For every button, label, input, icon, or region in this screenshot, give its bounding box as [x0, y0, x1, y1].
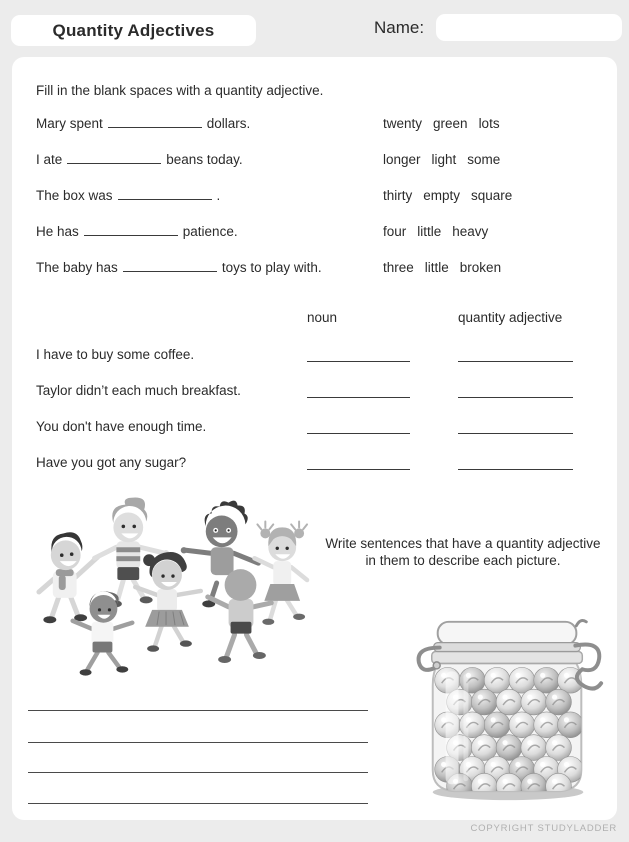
writing-line[interactable] [28, 710, 368, 711]
page-title-text: Quantity Adjectives [52, 20, 215, 40]
word-options [383, 214, 488, 250]
fill-row-2 [36, 142, 593, 178]
word-options [383, 142, 500, 178]
option-word: little [417, 224, 442, 239]
writing-line[interactable] [28, 803, 368, 804]
name-label: Name: [374, 18, 425, 37]
option-word: green [433, 116, 468, 131]
answer-blank[interactable] [123, 258, 217, 272]
option-word: some [467, 152, 501, 167]
option-word: thirty [383, 188, 413, 203]
children-dancing-illustration [26, 491, 314, 681]
writing-line[interactable] [28, 742, 368, 743]
adjective-blank[interactable] [458, 433, 573, 434]
write-instruction-line1: Write sentences that have a quantity adjective [325, 536, 601, 551]
option-word: light [431, 152, 457, 167]
fill-row-4 [36, 214, 593, 250]
sentence-before: The baby has [36, 260, 118, 275]
answer-blank[interactable] [118, 186, 212, 200]
child-small-kid [73, 591, 133, 675]
sentence-before: The box was [36, 188, 113, 203]
option-word: heavy [452, 224, 489, 239]
table-sentence: Taylor didn’t each much breakfast. [36, 383, 241, 398]
table-sentence: I have to buy some coffee. [36, 347, 195, 362]
option-word: little [424, 260, 449, 275]
adjective-blank[interactable] [458, 397, 573, 398]
noun-column-header: noun [307, 310, 338, 325]
sentence-after: . [216, 188, 221, 203]
table-row [36, 409, 593, 445]
option-word: four [383, 224, 407, 239]
adjective-column-header: quantity adjective [458, 310, 563, 325]
jar-of-marbles-illustration [395, 602, 625, 810]
answer-blank[interactable] [67, 150, 161, 164]
writing-line[interactable] [28, 772, 368, 773]
fill-blank-section [36, 106, 593, 286]
fill-instruction: Fill in the blank spaces with a quantity adjective. [36, 83, 324, 98]
write-instruction-line2: in them to describe each picture. [365, 553, 561, 568]
child-left-boy [39, 532, 98, 623]
table-sentence: You don't have enough time. [36, 419, 207, 434]
word-options [383, 106, 500, 142]
sentence-after: beans today. [166, 152, 243, 167]
noun-blank[interactable] [307, 361, 410, 362]
noun-blank[interactable] [307, 397, 410, 398]
sentence-before: He has [36, 224, 79, 239]
adjective-blank[interactable] [458, 469, 573, 470]
table-row [36, 337, 593, 373]
option-word: broken [459, 260, 502, 275]
option-word: longer [383, 152, 421, 167]
table-row [36, 445, 593, 481]
child-pigtail-girl [254, 521, 307, 624]
option-word: three [383, 260, 414, 275]
sentence-before: I ate [36, 152, 63, 167]
noun-blank[interactable] [307, 433, 410, 434]
copyright-text: COPYRIGHT STUDYLADDER [470, 823, 617, 834]
option-word: empty [423, 188, 461, 203]
table-row [36, 373, 593, 409]
write-instruction [307, 535, 619, 569]
name-input[interactable] [436, 14, 622, 41]
page-title [11, 15, 256, 46]
answer-blank[interactable] [108, 114, 202, 128]
adjective-blank[interactable] [458, 361, 573, 362]
sentence-after: toys to play with. [221, 260, 322, 275]
table-sentence: Have you got any sugar? [36, 455, 187, 470]
noun-blank[interactable] [307, 469, 410, 470]
sentence-after: patience. [182, 224, 238, 239]
word-options [383, 250, 501, 286]
table-header-row [36, 310, 593, 328]
fill-row-1 [36, 106, 593, 142]
sentence-before: Mary spent [36, 116, 103, 131]
option-word: square [471, 188, 513, 203]
noun-adjective-section [36, 337, 593, 481]
worksheet-card [12, 57, 617, 820]
fill-row-5 [36, 250, 593, 286]
fill-row-3 [36, 178, 593, 214]
word-options [383, 178, 512, 214]
answer-blank[interactable] [84, 222, 178, 236]
sentence-after: dollars. [206, 116, 251, 131]
option-word: lots [478, 116, 500, 131]
option-word: twenty [383, 116, 423, 131]
